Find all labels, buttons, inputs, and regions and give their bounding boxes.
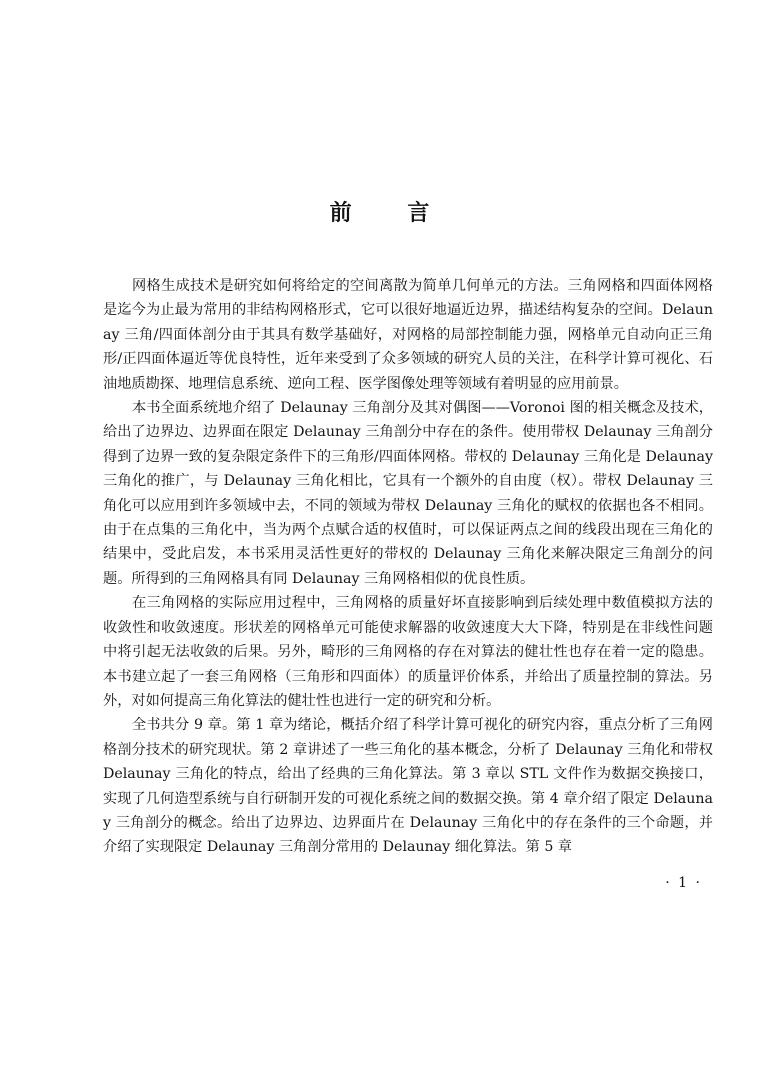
page-title: 前 言 (329, 200, 454, 226)
preface-body (103, 274, 713, 860)
paragraph-intro: 网格生成技术是研究如何将给定的空间离散为简单几何单元的方法。三角网格和四面体网格是迄今为止最为常用的非结构网格形式，它可以很好地逼近边界，描述结构复杂的空间。Delaunay 三角/四面体剖分由于其具有数学基础好，对网格的局部控制能力强，网格单元自动向正三角形/正四面体逼近等优良特性，近年来受到了众多领域的研究人员的关注，在科学计算可视化、石油地质勘探、地理信息系统、逆向工程、医学图像处理等领域有着明显的应用前景。 (103, 278, 713, 392)
paragraph-chapter-summary: 全书共分 9 章。第 1 章为绪论，概括介绍了科学计算可视化的研究内容，重点分析了三角网格剖分技术的研究现状。第 2 章讲述了一些三角化的基本概念，分析了 Delaunay 三角化和带权 Delaunay 三角化的特点，给出了经典的三角化算法。第 3 章以 STL 文件作为数据交换接口，实现了几何造型系统与自行研制开发的可视化系统之间的数据交换。第 4 章介绍了限定 Delaunay 三角剖分的概念。给出了边界边、边界面片在 Delaunay 三角化中的存在条件的三个命题，并介绍了实现限定 Delaunay 三角剖分常用的 Delaunay 细化算法。第 5 章 (103, 717, 713, 856)
page-number: · 1 · (665, 875, 702, 891)
paragraph-book-overview: 本书全面系统地介绍了 Delaunay 三角剖分及其对偶图——Voronoi 图的相关概念及技术，给出了边界边、边界面在限定 Delaunay 三角剖分中存在的条件。使用带权 Delaunay 三角剖分得到了边界一致的复杂限定条件下的三角形/四面体网格。带权的 Delaunay 三角化是 Delaunay 三角化的推广，与 Delaunay 三角化相比，它具有一个额外的自由度（权）。带权 Delaunay 三角化可以应用到许多领域中去，不同的领域为带权 Delaunay 三角化的赋权的依据也各不相同。由于在点集的三角化中，当为两个点赋合适的权值时，可以保证两点之间的线段出现在三角化的结果中，受此启发，本书采用灵活性更好的带权的 Delaunay 三角化来解决限定三角剖分的问题。所得到的三角网格具有同 Delaunay 三角网格相似的优良性质。 (103, 400, 713, 587)
paragraph-mesh-quality: 在三角网格的实际应用过程中，三角网格的质量好坏直接影响到后续处理中数值模拟方法的收敛性和收敛速度。形状差的网格单元可能使求解器的收敛速度大大下降，特别是在非线性问题中将引起无法收敛的后果。另外，畸形的三角网格的存在对算法的健壮性也存在着一定的隐患。本书建立起了一套三角网格（三角形和四面体）的质量评价体系，并给出了质量控制的算法。另外，对如何提高三角化算法的健壮性也进行一定的研究和分析。 (103, 595, 713, 709)
